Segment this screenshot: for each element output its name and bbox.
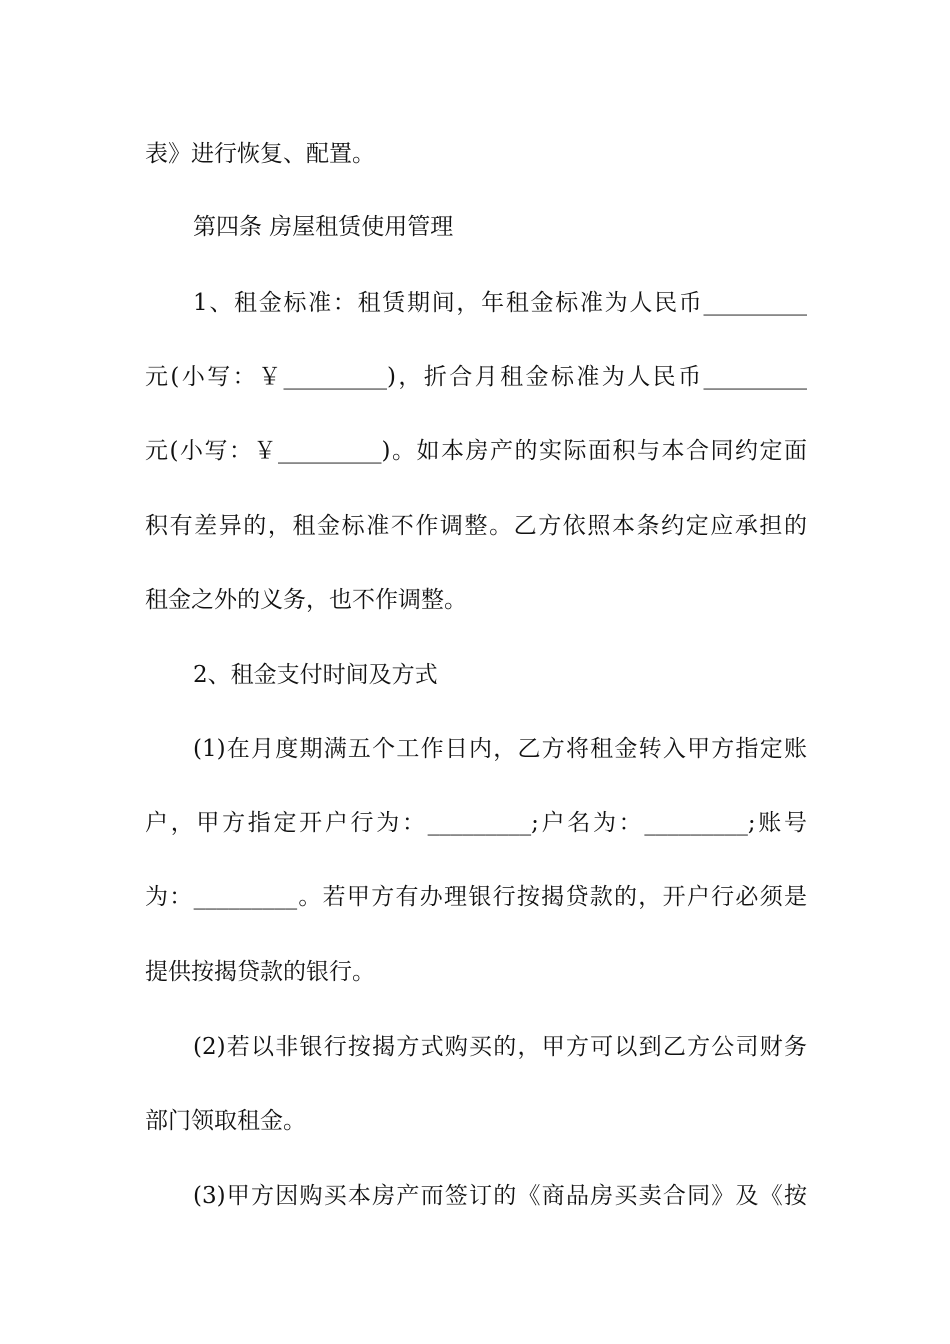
paragraph-line: 元(小写：￥_________)，折合月租金标准为人民币_________ (145, 364, 807, 390)
section-heading: 2、租金支付时间及方式 (193, 662, 438, 688)
paragraph-line: 1、租金标准：租赁期间，年租金标准为人民币_________ (193, 290, 807, 316)
paragraph-line: (3)甲方因购买本房产而签订的《商品房买卖合同》及《按 (193, 1183, 807, 1209)
paragraph-line: 户，甲方指定开户行为：_________;户名为：_________;账号 (145, 810, 807, 836)
paragraph-line: 积有差异的，租金标准不作调整。乙方依照本条约定应承担的 (145, 513, 807, 539)
paragraph-line: 元(小写：￥_________)。如本房产的实际面积与本合同约定面 (145, 438, 807, 464)
paragraph-line: (1)在月度期满五个工作日内，乙方将租金转入甲方指定账 (193, 736, 807, 762)
paragraph-line: 部门领取租金。 (145, 1108, 306, 1134)
paragraph-line: 租金之外的义务，也不作调整。 (145, 587, 467, 613)
paragraph-line: 表》进行恢复、配置。 (145, 141, 375, 167)
paragraph-line: 为：_________。若甲方有办理银行按揭贷款的，开户行必须是 (145, 884, 807, 910)
article-heading: 第四条 房屋租赁使用管理 (193, 214, 454, 240)
paragraph-line: (2)若以非银行按揭方式购买的，甲方可以到乙方公司财务 (193, 1034, 807, 1060)
paragraph-line: 提供按揭贷款的银行。 (145, 959, 375, 985)
